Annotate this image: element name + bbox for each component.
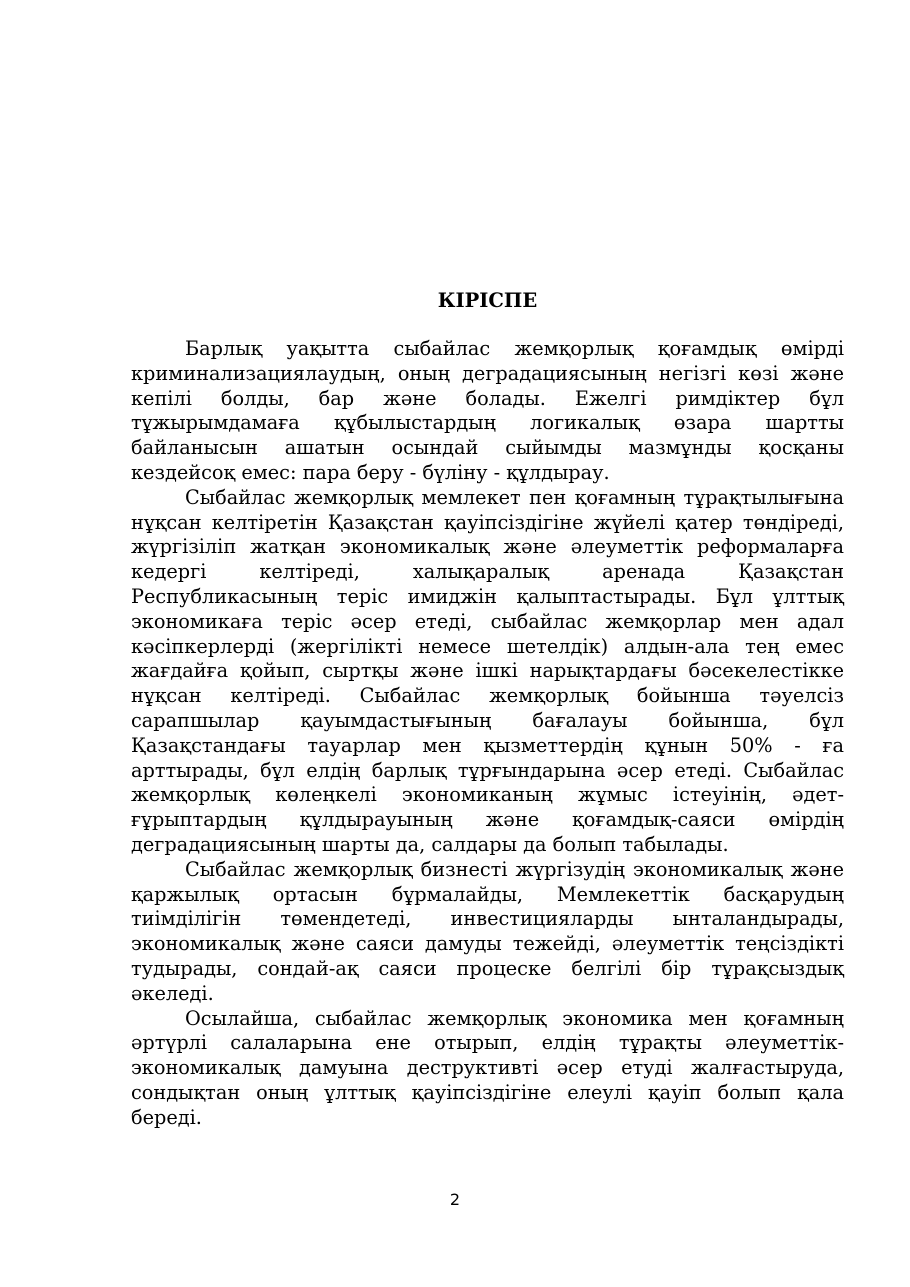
paragraph-4: Осылайша, сыбайлас жемқорлық экономика мен қоғамның әртүрлі салаларына ене отырып, елдің тұрақты әлеуметтік-экономикалық дамуына деструктивті әсер етуді жалғастыруда, сондықтан оның ұлттық қауіпсіздігіне елеулі қауіп болып қала береді. <box>131 1006 844 1129</box>
paragraph-2: Сыбайлас жемқорлық мемлекет пен қоғамның тұрақтылығына нұқсан келтіретін Қазақстан қауіпсіздігіне жүйелі қатер төндіреді, жүргізіліп жатқан экономикалық және әлеуметтік реформаларға кедергі келтіреді, халықаралық аренада Қазақстан Республикасының теріс имиджін қалыптастырады. Бұл ұлттық экономикаға теріс әсер етеді, сыбайлас жемқорлар мен адал кәсіпкерлерді (жергілікті немесе шетелдік) алдын-ала тең емес жағдайға қойып, сыртқы және ішкі нарықтардағы бәсекелестікке нұқсан келтіреді. Сыбайлас жемқорлық бойынша тәуелсіз сарапшылар қауымдастығының бағалауы бойынша, бұл Қазақстандағы тауарлар мен қызметтердің құнын 50% - ға арттырады, бұл елдің барлық тұрғындарына әсер етеді. Сыбайлас жемқорлық көлеңкелі экономиканың жұмыс істеуінің, әдет-ғұрыптардың құлдырауының және қоғамдық-саяси өмірдің деградациясының шарты да, салдары да болып табылады. <box>131 485 844 856</box>
page-number: 2 <box>449 1190 461 1209</box>
paragraph-1: Барлық уақытта сыбайлас жемқорлық қоғамдық өмірді криминализациялаудың, оның деградациясының негізгі көзі және кепілі болды, бар және болады. Ежелгі римдіктер бұл тұжырымдамаға құбылыстардың логикалық өзара шартты байланысын ашатын осындай сыйымды мазмұнды қосқаны кездейсоқ емес: пара беру - бүліну - құлдырау. <box>131 337 844 484</box>
document-body <box>131 287 844 1131</box>
section-title: КІРІСПЕ <box>437 289 538 312</box>
paragraph-3: Сыбайлас жемқорлық бизнесті жүргізудің экономикалық және қаржылық ортасын бұрмалайды, Мемлекеттік басқарудың тиімділігін төмендетеді, инвестицияларды ынталандырады, экономикалық және саяси дамуды тежейді, әлеуметтік теңсіздікті тудырады, сондай-ақ саяси процеске белгілі бір тұрақсыздық әкеледі. <box>131 857 844 1005</box>
